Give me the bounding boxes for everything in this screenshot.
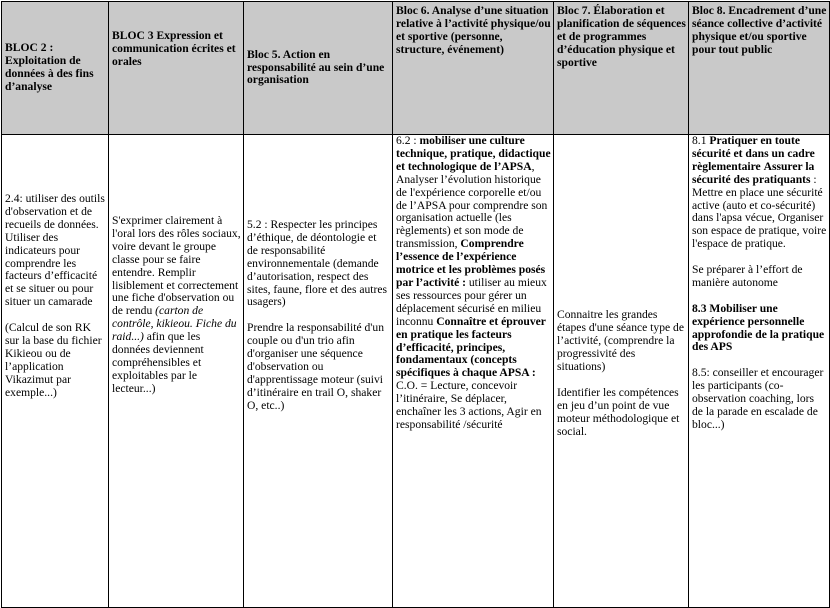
header-bloc-6: Bloc 6. Analyse d’une situation relative à l’activité physique/ou et sportive (personne, structure, événement) bbox=[393, 2, 554, 135]
bloc-6-analyse: , Analyser l’évolution historique de l'expérience corporelle et/ou de l’APSA pour comprendre son organisation actuelle (les règlements) et son mode de transmission, bbox=[396, 159, 548, 251]
cell-bloc-3 bbox=[109, 135, 244, 608]
bloc-8-assurer: Assurer la sécurité des pratiquants bbox=[692, 159, 815, 186]
header-bloc-3: BLOC 3 Expression et communication écrites et orales bbox=[109, 2, 244, 135]
bloc-2-text: 2.4: utiliser des outils d'observation et de recueils de données. Utiliser des indicateurs pour comprendre les facteurs d’efficacité et se situer ou pour situer un camarade bbox=[5, 192, 105, 309]
bloc-8-effort: Se préparer à l’effort de manière autonome bbox=[692, 263, 803, 289]
header-bloc-7: Bloc 7. Élaboration et planification de séquences et de programmes d’éducation physique et sportive bbox=[554, 2, 689, 135]
header-row bbox=[2, 2, 830, 135]
bloc-8-securite: Pratiquer en toute sécurité et dans un cadre règlementaire bbox=[692, 134, 815, 173]
bloc-8-mettre: : Mettre en place une sécurité active (auto et co-sécurité) dans l'apsa vécue, Organiser son espace de pratique, voire l'espace de pratique. bbox=[692, 172, 827, 251]
bloc-6-facteurs: Connaître et éprouver en pratique les facteurs d’efficacité, principes, fondamentaux (concepts spécifiques à chaque APSA : bbox=[396, 314, 546, 380]
bloc-6-num: 6.2 : bbox=[396, 134, 420, 147]
bloc-6-ressources: utiliser au mieux ses ressources pour gérer un déplacement sécurisé en milieu inconnu bbox=[396, 275, 547, 328]
cell-bloc-6 bbox=[393, 135, 554, 608]
bloc-8-num: 8.1 bbox=[692, 134, 710, 147]
competency-table bbox=[1, 1, 830, 608]
header-bloc-8: Bloc 8. Encadrement d’une séance collective d’activité physique et/ou sportive pour tout public bbox=[689, 2, 830, 135]
bloc-8-experience: 8.3 Mobiliser une expérience personnelle approfondie de la pratique des APS bbox=[692, 301, 825, 354]
bloc-5-responsibility: Prendre la responsabilité d'un couple ou d'un trio afin d'organiser une séquence d'observation ou d'apprentissage moteur (suivi d’itinéraire en trail O, shaker O, etc..) bbox=[247, 321, 384, 412]
header-bloc-2: BLOC 2 : Exploitation de données à des fins d’analyse bbox=[2, 2, 109, 135]
cell-bloc-7 bbox=[554, 135, 689, 608]
bloc-3-text: S'exprimer clairement à l'oral lors des rôles sociaux, voire devant le groupe classe pour se faire entendre. Remplir lisiblement et correctement une fiche d'observation ou de rendu bbox=[112, 214, 241, 318]
bloc-3-italic: (carton de contrôle, kikieou. Fiche du raid...) bbox=[112, 304, 237, 344]
content-row bbox=[2, 135, 830, 608]
bloc-7-etapes: Connaitre les grandes étapes d'une séance type de l’activité, (comprendre la progressivité des situations) bbox=[557, 308, 684, 374]
header-bloc-5: Bloc 5. Action en responsabilité au sein d’une organisation bbox=[244, 2, 393, 135]
cell-bloc-8 bbox=[689, 135, 830, 608]
bloc-3-text-end: afin que les données deviennent compréhensibles et exploitables par le lecteur...) bbox=[112, 330, 204, 395]
cell-bloc-5 bbox=[244, 135, 393, 608]
bloc-6-culture: mobiliser une culture technique, pratique, didactique et technologique de l’APSA bbox=[396, 134, 551, 173]
bloc-6-co: C.O. = Lecture, concevoir l’itinéraire, Se déplacer, enchaîner les 3 actions, Agir en responsabilité /sécurité bbox=[396, 379, 542, 431]
cell-bloc-2 bbox=[2, 135, 109, 608]
bloc-8-conseiller: 8.5: conseiller et encourager les participants (co-observation coaching, lors de la parade en escalade de bloc...) bbox=[692, 366, 824, 431]
bloc-5-ethics: 5.2 : Respecter les principes d’éthique, de déontologie et de responsabilité environnementale (demande d’autorisation, respect des sites, faune, flore et des autres usagers) bbox=[247, 218, 388, 309]
bloc-6-essence: Comprendre l’essence de l’expérience motrice et les problèmes posés par l’activité : bbox=[396, 237, 546, 289]
bloc-7-competences: Identifier les compétences en jeu d’un point de vue moteur méthodologique et social. bbox=[557, 385, 680, 438]
bloc-2-example: (Calcul de son RK sur la base du fichier Kikieou ou de l’application Vikazimut par exemple...) bbox=[5, 321, 102, 399]
